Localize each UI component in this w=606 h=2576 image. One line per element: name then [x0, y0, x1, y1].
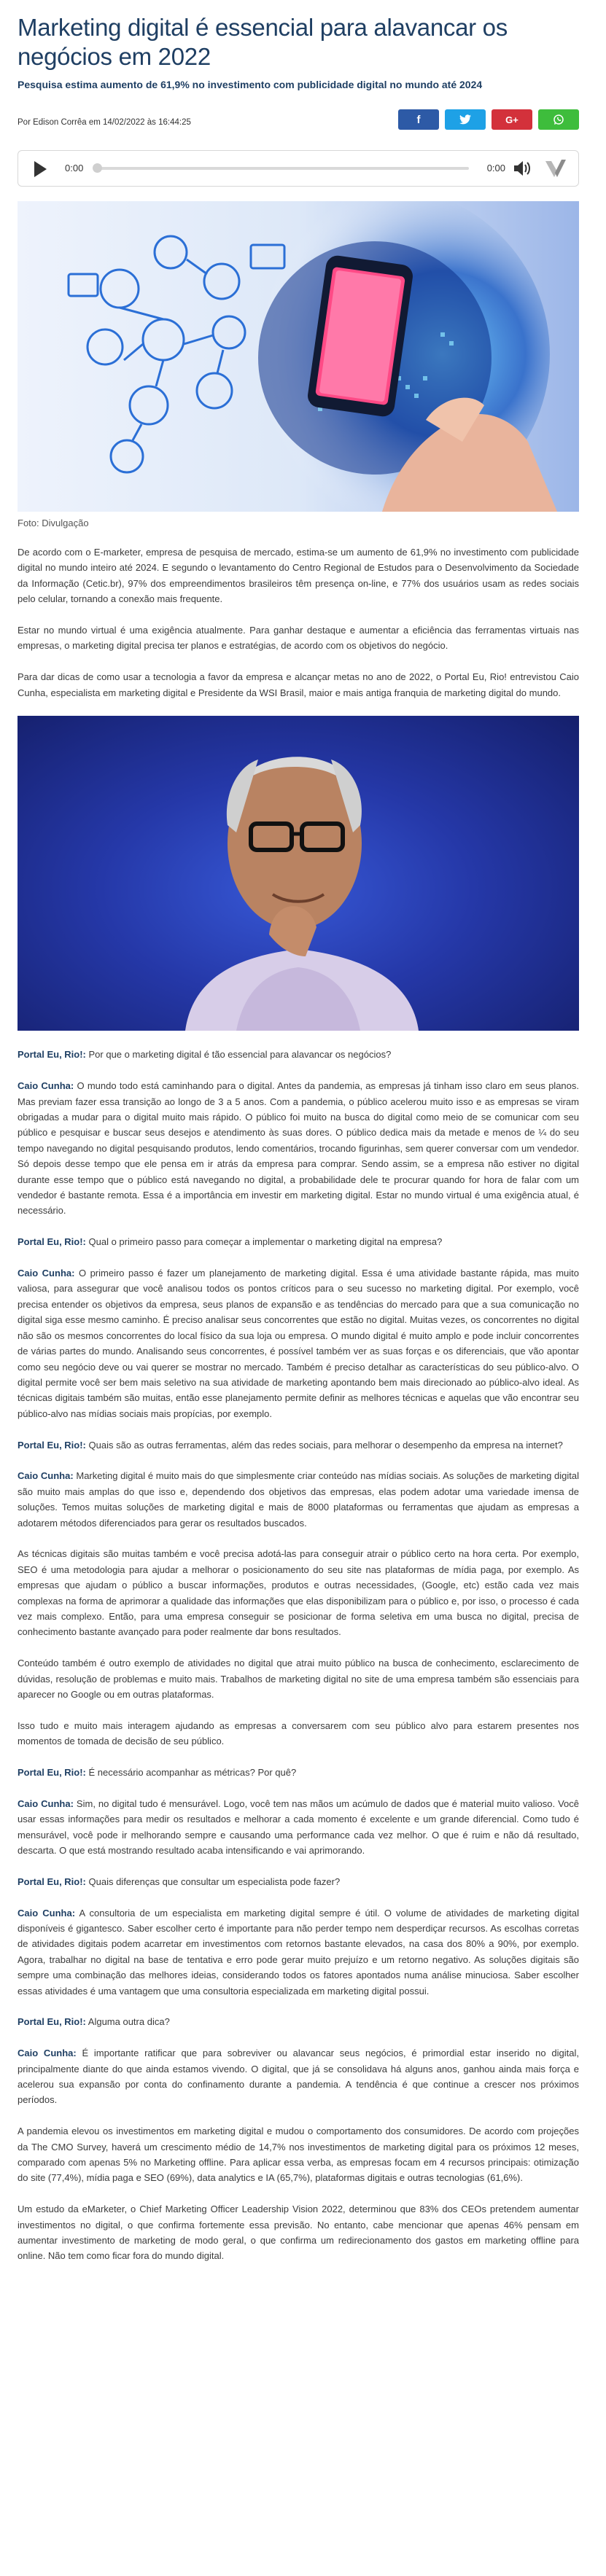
answer-text: O mundo todo está caminhando para o digital. Antes da pandemia, as empresas já tinham isso claro em seus planos. Mas previam fazer essa transição ao longo de 3 a 5 anos. Com a pandemia, o público acelerou muito isso e as empresas se viram obrigadas a mudar para o digital muito mais rápido. O público foi muito na busca do digital como meio de se comunicar com seu público e pesquisar e buscar seus desejos e atendimento às suas dores. O público dedica mais da metade e menos de ¼ do seu tempo navegando no digital pesquisando produtos, lendo comentários, trocando figurinhas, sem querer conversar com um vendedor. Só depois desse tempo que ele pensa em ir atrás da empresa para comprar. Sendo assim, se a empresa não estiver no digital durante esse tempo que o público está navegando no digital, a probabilidade dele te procurar quando for hora de falar com um vendedor é bastante remota. Essa é a importância em investir em marketing digital. Estar no mundo virtual é uma exigência atual, é necessário.	[18, 1080, 579, 1217]
speaker-label: Portal Eu, Rio!:	[18, 1766, 86, 1778]
question-text: Quais são as outras ferramentas, além das redes sociais, para melhorar o desempenho da empresa na internet?	[85, 1439, 563, 1451]
interview-question	[18, 1234, 579, 1249]
speaker-label: Caio Cunha:	[18, 1268, 75, 1279]
author-name[interactable]: Edison Corrêa	[33, 118, 87, 127]
interview-question	[18, 1437, 579, 1453]
paragraph: Isso tudo e muito mais interagem ajudando as empresas a conversarem com seu público alvo para estarem presentes nos momentos de tomada de decisão de seu público.	[18, 1720, 579, 1747]
portrait-illustration	[18, 716, 579, 1031]
paragraph: A pandemia elevou os investimentos em marketing digital e mudou o comportamento dos consumidores. De acordo com projeções da The CMO Survey, haverá um crescimento médio de 14,7% nos investimentos de marketing digital para os próximos 12 meses, comparado com apenas 5% no Marketing offline. Para aplicar essa verba, as empresas focam em 4 recursos principais: otimização do site (77,4%), mídia paga e SEO (69%), data analytics e IA (65,7%), plataformas digitais e outras tecnologias (61,6%).	[18, 2126, 579, 2184]
speaker-label: Caio Cunha:	[18, 1798, 74, 1809]
interview-answer	[18, 1905, 579, 1999]
paragraph: Para dar dicas de como usar a tecnologia a favor da empresa e alcançar metas no ano de 2022, o Portal Eu, Rio! entrevistou Caio Cunha, especialista em marketing digital e Presidente da WSI Brasil, maior e mais antiga franquia de marketing digital do mundo.	[18, 671, 579, 698]
twitter-icon	[459, 114, 471, 125]
answer-text: É importante ratificar que para sobreviver ou alavancar seus negócios, é primordial estar inserido no digital, principalmente diante do que ainda estamos vivendo. O digital, que já se consolidava há alguns anos, ganhou ainda mais força e acelerou sua expansão por conta do confinamento durante a pandemia. A tendência é que continue a crescer nos próximos períodos.	[18, 2048, 579, 2106]
article	[18, 0, 579, 2279]
speaker-label: Portal Eu, Rio!:	[18, 1439, 86, 1451]
paragraph: Estar no mundo virtual é uma exigência atualmente. Para ganhar destaque e aumentar a eficiência das ferramentas virtuais nas empresas, o marketing digital precisa ter planos e estratégias, de acordo com os objetivos do negócio.	[18, 625, 579, 652]
question-text: Por que o marketing digital é tão essencial para alavancar os negócios?	[85, 1049, 392, 1061]
speaker-label: Portal Eu, Rio!:	[18, 1876, 86, 1887]
byline-row	[18, 109, 579, 138]
share-buttons	[398, 109, 579, 130]
interview-question	[18, 1765, 579, 1780]
page-title: Marketing digital é essencial para alavancar os negócios em 2022	[18, 14, 508, 70]
interview-question	[18, 2014, 579, 2029]
speaker-label: Portal Eu, Rio!:	[18, 2016, 86, 2028]
answer-text: A consultoria de um especialista em marketing digital sempre é útil. O volume de atividades de marketing digital disponíveis é gigantesco. Saber escolher certo é importante para não perder tempo nem desperdiçar recursos. As escolhas corretas de atividades digitais podem acarretar em investimentos com retornos bastante elevados, na casa dos 80% a 90%, por exemplo. Agora, trabalhar no digital na base de tentativa e erro pode gerar muito prejuízo e um retorno negativo. As soluções digitais são sempre uma combinação das melhores ideias, considerando todos os fatores apontados numa análise minuciosa. Saber escolher essas atividades é uma vantagem que uma consultoria especializada em marketing digital possui.	[18, 1907, 579, 1997]
paragraph: Conteúdo também é outro exemplo de atividades no digital que atrai muito público na busca de conhecimento, esclarecimento de dúvidas, resolução de problemas e muito mais. Trabalhos de marketing digital no site de uma empresa também são essenciais para aparecer no Google ou em outras plataformas.	[18, 1658, 579, 1700]
speaker-label: Portal Eu, Rio!:	[18, 1049, 86, 1061]
interview-answer	[18, 1796, 579, 1859]
duration: 0:00	[486, 163, 505, 173]
paragraph: De acordo com o E-marketer, empresa de pesquisa de mercado, estima-se um aumento de 61,9% no investimento com publicidade digital no mundo inteiro até 2024. E segundo o levantamento do Centro Regional de Estudos para o Desenvolvimento da Sociedade da Informação (Cetic.br), 97% dos empreendimentos brasileiros têm presença on-line, e 77% dos usuários usam as redes sociais pelo celular, tornando a conexão mais frequente.	[18, 547, 579, 605]
hero-image	[18, 201, 579, 512]
share-whatsapp-button[interactable]	[538, 109, 579, 130]
current-time: 0:00	[65, 163, 84, 173]
answer-text: O primeiro passo é fazer um planejamento de marketing digital. Essa é uma atividade bastante rápida, mas muito valiosa, para assegurar que você analisou todos os pontos críticos para o seu sucesso no marketing digital. Por exemplo, você precisa entender os objetivos da empresa, seus planos de expansão e as tendências do mercado para que a sua comunicação no digital siga esse mesmo caminho. É preciso analisar seus concorrentes que estão no digital. Muitas vezes, os concorrentes no digital não são os mesmos concorrentes do local físico da sua loja ou empresa. O mundo digital é muito amplo e pode incluir concorrentes de várias partes do mundo. Analisando seus concorrentes, é possível também ver as suas forças e os diferenciais, que vão apontar como seu negócio deve ou vai querer se mostrar no mercado. Também é preciso detalhar as características do seu público-alvo. O digital permite você ser bem mais seletivo na sua atividade de marketing apontando bem mais direcionado ao público-alvo ideal. As técnicas digitais também são muitas, então esse planejamento permite definir as melhores técnicas e aquelas que vão encontrar seu público-alvo nas mídias sociais mais propícias, por exemplo.	[18, 1268, 579, 1419]
byline-prefix: Por	[18, 118, 31, 127]
progress-knob[interactable]	[93, 163, 102, 173]
volume-icon[interactable]	[513, 160, 532, 177]
speaker-label: Caio Cunha:	[18, 1470, 74, 1482]
interview-answer	[18, 2045, 579, 2108]
question-text: Qual o primeiro passo para começar a implementar o marketing digital na empresa?	[85, 1236, 443, 1248]
article-body	[18, 545, 579, 2264]
speaker-label: Caio Cunha:	[18, 1080, 74, 1092]
speaker-label: Caio Cunha:	[18, 2048, 77, 2059]
question-text: Quais diferenças que consultar um especialista pode fazer?	[85, 1876, 341, 1887]
hero-illustration	[18, 201, 579, 512]
interview-answer	[18, 1078, 579, 1219]
interview-answer	[18, 1468, 579, 1531]
speaker-label: Caio Cunha:	[18, 1907, 76, 1919]
paragraph: Um estudo da eMarketer, o Chief Marketing Officer Leadership Vision 2022, determinou que 83% dos CEOs pretendem aumentar investimentos no digital, o que confirma fortemente essa previsão. No entanto, cabe mencionar que apenas 46% pensam em aumentar investimento de marketing de modo geral, o que confirma um redirecionamento dos gastos em marketing offline para online. Não tem como ficar fora do mundo digital.	[18, 2204, 579, 2262]
answer-text: Marketing digital é muito mais do que simplesmente criar conteúdo nas mídias sociais. As soluções de marketing digital são muito mais amplas do que isso e, dependendo dos objetivos das empresas, elas podem adotar uma variedade imensa de soluções. Temos muitas soluções de marketing digital e mais de 8000 plataformas ou ferramentas que ajudam as empresas a adotarem métodos diferenciados para gerar os resultados buscados.	[18, 1470, 579, 1529]
whatsapp-icon	[553, 114, 564, 125]
paragraph: As técnicas digitais são muitas também e você precisa adotá-las para conseguir atrair o público certo na hora certa. Por exemplo, SEO é uma metodologia para ajudar a melhorar o posicionamento do seu site nas plataformas de mídia paga, por exemplo. As empresas que ajudam o público a buscar informações, produtos e outras necessidades, (Google, etc) estão cada vez mais complexas na forma de aprimorar a qualidade das informações que elas disponibilizam para o público e, por isso, o processo é cada vez mais complexo. Então, para uma empresa conseguir se posicionar de forma seletiva em uma busca no digital, precisa de conhecimento bastante avançado para poder realmente dar bons resultados.	[18, 1548, 579, 1638]
facebook-icon: f	[416, 113, 421, 126]
publish-date: 14/02/2022 às 16:44:25	[103, 118, 191, 127]
share-googleplus-button[interactable]	[492, 109, 532, 130]
progress-slider[interactable]	[94, 167, 469, 170]
question-text: Alguma outra dica?	[85, 2016, 170, 2028]
interview-question	[18, 1047, 579, 1062]
interview-answer	[18, 1265, 579, 1421]
answer-text: Sim, no digital tudo é mensurável. Logo, você tem nas mãos um acúmulo de dados que é material muito valioso. Você usar essas informações para medir os resultados e melhorar a cada momento é excelente e um grande diferencial. Como tudo é mensurável, você pode ir melhorando sempre e causando uma performance cada vez melhor. O que é ruim e não dá resultado, descarta. O que está mostrando resultado acaba intensificando e vai aprimorando.	[18, 1798, 579, 1856]
audio-player	[18, 150, 579, 187]
interview-question	[18, 1874, 579, 1889]
question-text: É necessário acompanhar as métricas? Por quê?	[85, 1766, 297, 1778]
date-prefix: em	[88, 118, 101, 127]
share-twitter-button[interactable]	[445, 109, 486, 130]
interviewee-photo	[18, 716, 579, 1031]
article-subtitle: Pesquisa estima aumento de 61,9% no investimento com publicidade digital no mundo até 2024	[18, 79, 483, 90]
play-icon[interactable]	[34, 161, 47, 177]
byline	[18, 118, 191, 127]
image-caption: Foto: Divulgação	[18, 518, 89, 528]
share-facebook-button[interactable]	[398, 109, 439, 130]
googleplus-icon: G+	[505, 114, 518, 125]
speaker-label: Portal Eu, Rio!:	[18, 1236, 86, 1248]
player-logo-icon	[543, 157, 568, 182]
